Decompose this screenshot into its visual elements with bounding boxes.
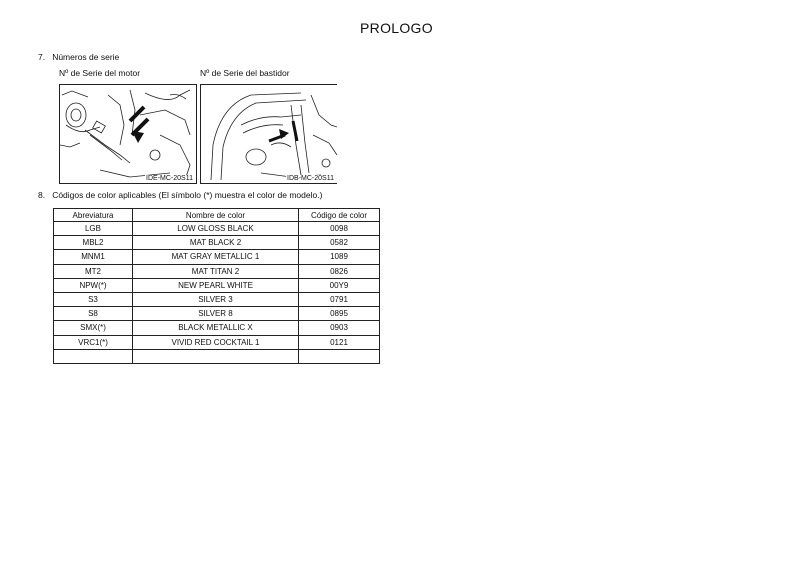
color-codes-table xyxy=(53,208,380,364)
cell-color-name: NEW PEARL WHITE xyxy=(133,278,299,292)
section-8-number: 8. xyxy=(38,190,46,200)
cell-color-code: 0098 xyxy=(299,222,380,236)
cell-color-name: LOW GLOSS BLACK xyxy=(133,222,299,236)
table-row xyxy=(54,335,380,349)
header-color-code: Código de color xyxy=(299,209,380,222)
cell-color-name: SILVER 8 xyxy=(133,307,299,321)
table-row xyxy=(54,321,380,335)
page-title: PROLOGO xyxy=(360,20,433,36)
cell-color-name: MAT GRAY METALLIC 1 xyxy=(133,250,299,264)
section-8-title: Códigos de color aplicables (El símbolo (*) muestra el color de modelo.) xyxy=(52,190,323,200)
section-7-heading xyxy=(38,52,119,62)
table-row xyxy=(54,236,380,250)
cell-color-name xyxy=(133,349,299,363)
section-8-heading xyxy=(38,190,322,200)
cell-abbreviation: MNM1 xyxy=(54,250,133,264)
cell-color-name: MAT TITAN 2 xyxy=(133,264,299,278)
table-row xyxy=(54,292,380,306)
cell-abbreviation: SMX(*) xyxy=(54,321,133,335)
cell-color-code: 0791 xyxy=(299,292,380,306)
cell-abbreviation xyxy=(54,349,133,363)
engine-serial-label: Nº de Serie del motor xyxy=(59,68,141,78)
cell-abbreviation: NPW(*) xyxy=(54,278,133,292)
cell-abbreviation: VRC1(*) xyxy=(54,335,133,349)
table-row xyxy=(54,278,380,292)
engine-serial-figure xyxy=(59,84,197,184)
table-row xyxy=(54,307,380,321)
cell-color-code: 0121 xyxy=(299,335,380,349)
frame-serial-figure xyxy=(200,84,337,184)
cell-color-code: 00Y9 xyxy=(299,278,380,292)
header-abbreviation: Abreviatura xyxy=(54,209,133,222)
cell-abbreviation: LGB xyxy=(54,222,133,236)
header-color-name: Nombre de color xyxy=(133,209,299,222)
cell-abbreviation: MT2 xyxy=(54,264,133,278)
cell-abbreviation: S3 xyxy=(54,292,133,306)
cell-color-code: 0895 xyxy=(299,307,380,321)
cell-color-code: 0826 xyxy=(299,264,380,278)
table-row xyxy=(54,222,380,236)
cell-color-code: 1089 xyxy=(299,250,380,264)
cell-abbreviation: MBL2 xyxy=(54,236,133,250)
engine-line-drawing xyxy=(60,85,196,183)
frame-figure-code: IDB-MC-20S11 xyxy=(287,175,334,182)
table-row-empty xyxy=(54,349,380,363)
table-row xyxy=(54,250,380,264)
section-7-number: 7. xyxy=(38,52,46,62)
cell-color-name: MAT BLACK 2 xyxy=(133,236,299,250)
engine-figure-code: IDE-MC-20S11 xyxy=(146,175,193,182)
cell-color-name: VIVID RED COCKTAIL 1 xyxy=(133,335,299,349)
frame-line-drawing xyxy=(201,85,337,183)
cell-abbreviation: S8 xyxy=(54,307,133,321)
cell-color-code: 0582 xyxy=(299,236,380,250)
cell-color-code xyxy=(299,349,380,363)
table-row xyxy=(54,264,380,278)
cell-color-name: SILVER 3 xyxy=(133,292,299,306)
cell-color-code: 0903 xyxy=(299,321,380,335)
table-header-row xyxy=(54,209,380,222)
cell-color-name: BLACK METALLIC X xyxy=(133,321,299,335)
frame-serial-label: Nº de Serie del bastidor xyxy=(200,68,290,78)
section-7-title: Números de serie xyxy=(52,52,120,62)
